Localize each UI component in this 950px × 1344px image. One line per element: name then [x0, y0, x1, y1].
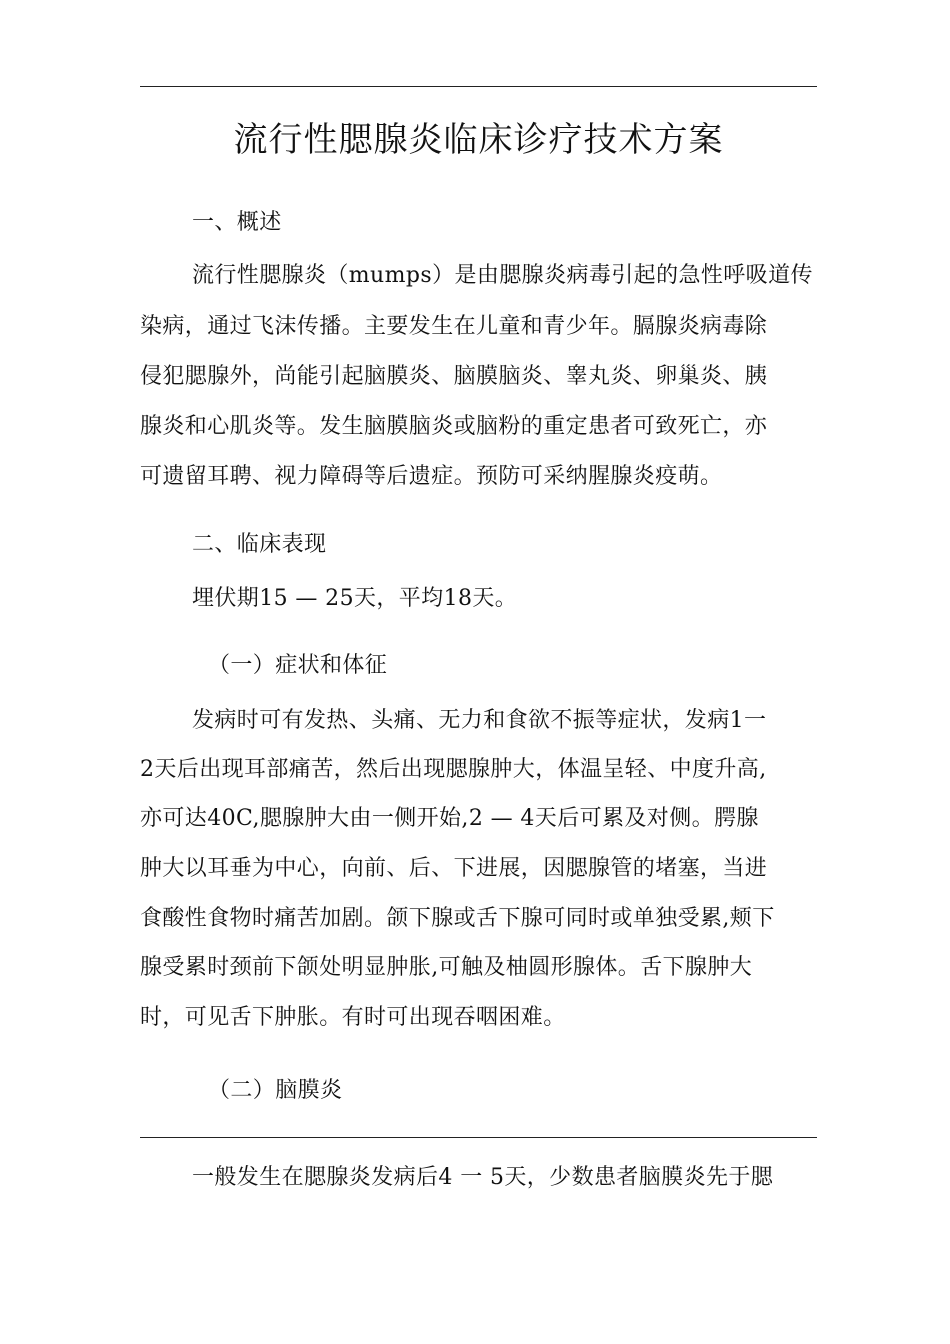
top-divider — [140, 86, 817, 87]
overview-line-5: 可遗留耳聘、视力障碍等后遗症。预防可采纳腥腺炎疫萌。 — [140, 464, 723, 489]
subsection-heading-symptoms: （一）症状和体征 — [208, 653, 388, 678]
symptoms-line-3: 亦可达40C,腮腺肿大由一侧开始,2 — 4天后可累及对侧。腭腺 — [140, 806, 759, 831]
symptoms-line-6: 腺受累时颈前下颌处明显肿胀,可触及柚圆形腺体。舌下腺肿大 — [140, 955, 753, 980]
incubation-line: 埋伏期15 — 25天，平均18天。 — [192, 586, 518, 611]
page-break-divider — [140, 1137, 817, 1138]
section-heading-overview: 一、概述 — [192, 210, 282, 235]
overview-line-4: 腺炎和心肌炎等。发生脑膜脑炎或脑粉的重定患者可致死亡，亦 — [140, 414, 768, 439]
symptoms-line-2: 2天后出现耳部痛苦，然后出现腮腺肿大，体温呈轻、中度升高, — [140, 757, 767, 782]
subsection-heading-meningitis: （二）脑膜炎 — [208, 1078, 343, 1103]
symptoms-line-1: 发病时可有发热、头痛、无力和食欲不振等症状，发病1一 — [192, 708, 767, 733]
overview-line-2: 染病，通过飞沫传播。主要发生在儿童和青少年。膈腺炎病毒除 — [140, 314, 768, 339]
symptoms-line-4: 肿大以耳垂为中心，向前、后、下进展，因腮腺管的堵塞，当进 — [140, 856, 768, 881]
overview-line-3: 侵犯腮腺外，尚能引起脑膜炎、脑膜脑炎、睾丸炎、卵巢炎、胰 — [140, 364, 768, 389]
meningitis-line-1: 一般发生在腮腺炎发病后4 一 5天，少数患者脑膜炎先于腮 — [192, 1165, 774, 1190]
document-title: 流行性腮腺炎临床诊疗技术方案 — [233, 120, 724, 160]
symptoms-line-5: 食酸性食物时痛苦加剧。颌下腺或舌下腺可同时或单独受累,颊下 — [140, 906, 775, 931]
symptoms-line-7: 时，可见舌下肿胀。有时可出现吞咽困难。 — [140, 1005, 566, 1030]
section-heading-clinical: 二、临床表现 — [192, 532, 327, 557]
overview-line-1: 流行性腮腺炎（mumps）是由腮腺炎病毒引起的急性呼吸道传 — [192, 263, 813, 288]
